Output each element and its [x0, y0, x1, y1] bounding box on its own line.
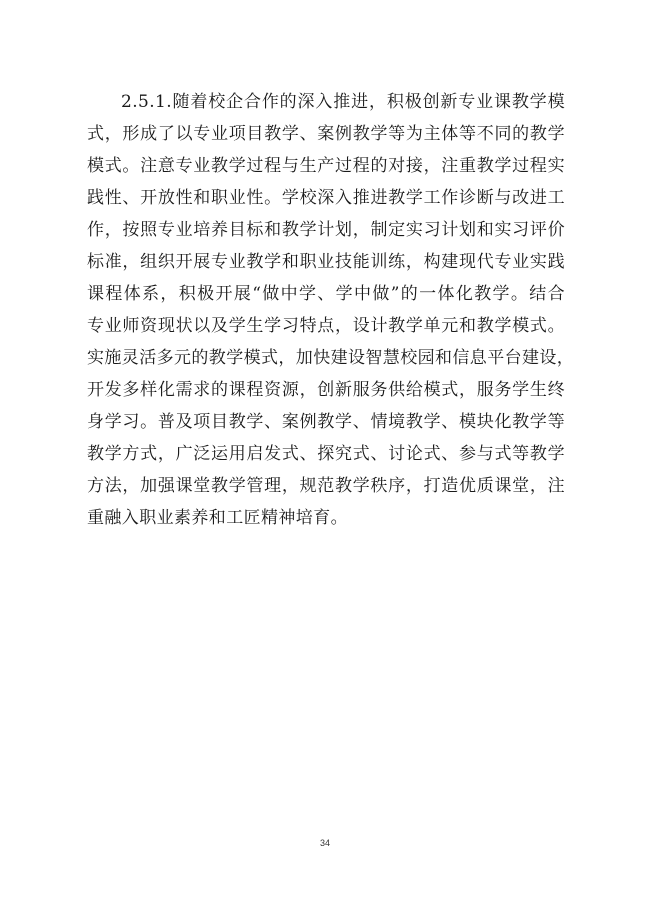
paragraph-line: 重融入职业素养和工匠精神培育。 [87, 508, 348, 528]
body-paragraph [87, 86, 575, 534]
paragraph-line: 教学方式，广泛运用启发式、探究式、讨论式、参与式等教学 [87, 444, 565, 464]
paragraph-line: 2.5.1.随着校企合作的深入推进，积极创新专业课教学模 [121, 92, 565, 112]
paragraph-line: 式，形成了以专业项目教学、案例教学等为主体等不同的教学 [87, 124, 565, 144]
paragraph-line: 实施灵活多元的教学模式，加快建设智慧校园和信息平台建设， [87, 348, 575, 368]
paragraph-line: 践性、开放性和职业性。学校深入推进教学工作诊断与改进工 [87, 188, 565, 208]
paragraph-line: 身学习。普及项目教学、案例教学、情境教学、模块化教学等 [87, 412, 565, 432]
paragraph-line: 模式。注意专业教学过程与生产过程的对接，注重教学过程实 [87, 156, 565, 176]
paragraph-line: 标准，组织开展专业教学和职业技能训练，构建现代专业实践 [87, 252, 565, 272]
paragraph-line: 专业师资现状以及学生学习特点，设计教学单元和教学模式。 [87, 316, 565, 336]
page-number: 34 [319, 838, 330, 848]
paragraph-line: 开发多样化需求的课程资源，创新服务供给模式，服务学生终 [87, 380, 565, 400]
paragraph-line: 课程体系，积极开展“做中学、学中做”的一体化教学。结合 [87, 284, 565, 304]
paragraph-line: 方法，加强课堂教学管理，规范教学秩序，打造优质课堂，注 [87, 476, 565, 496]
paragraph-line: 作，按照专业培养目标和教学计划，制定实习计划和实习评价 [87, 220, 565, 240]
